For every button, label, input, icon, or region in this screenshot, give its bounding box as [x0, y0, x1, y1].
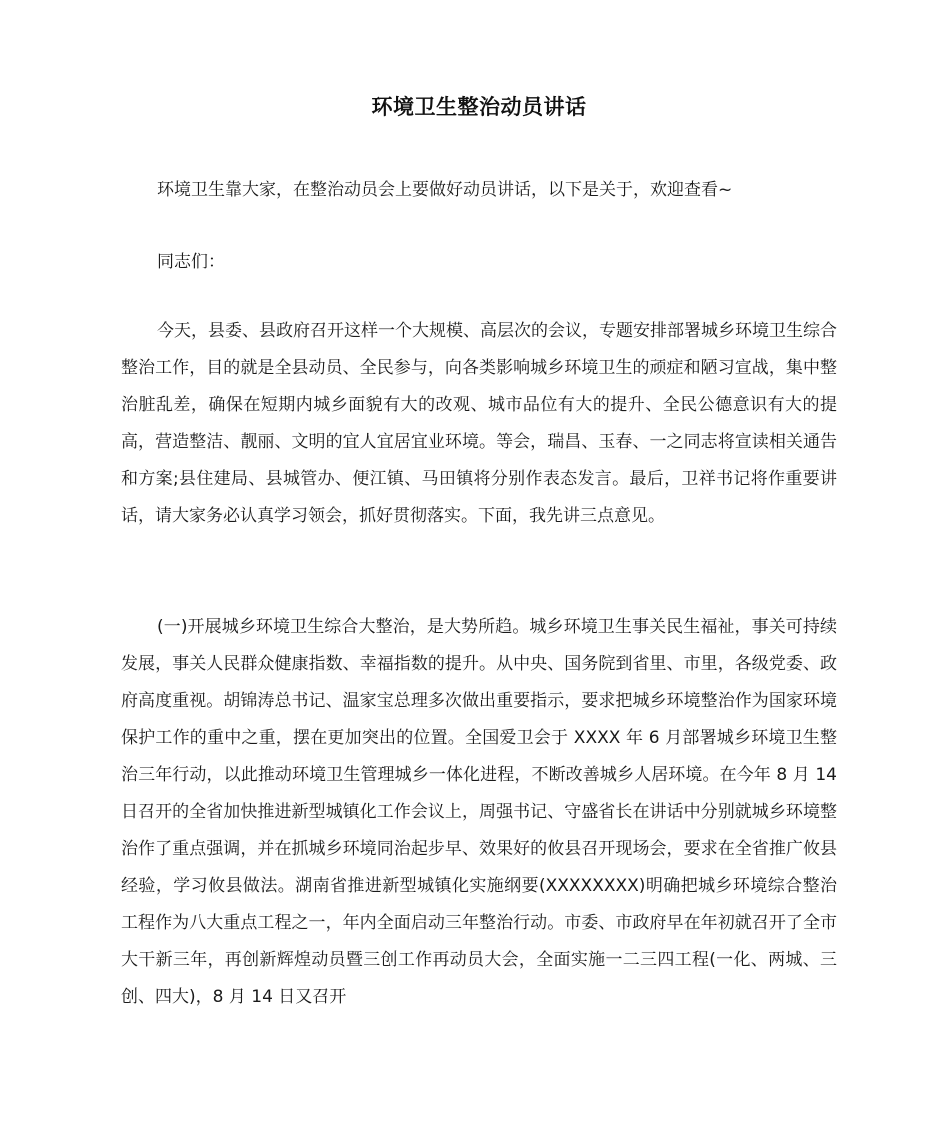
intro-paragraph: 环境卫生靠大家，在整治动员会上要做好动员讲话，以下是关于，欢迎查看~ — [157, 180, 733, 200]
body-paragraph: 今天，县委、县政府召开这样一个大规模、高层次的会议，专题安排部署城乡环境卫生综合整治工作，目的就是全县动员、全民参与，向各类影响城乡环境卫生的顽症和陋习宣战，集中整治脏乱差，确保在短期内城乡面貌有大的改观、城市品位有大的提升、全民公德意识有大的提高，营造整洁、靓丽、文明的宜人宜居宜业环境。等会，瑞昌、玉春、一之同志将宣读相关通告和方案;县住建局、县城管办、便江镇、马田镇将分别作表态发言。最后，卫祥书记将作重要讲话，请大家务必认真学习领会，抓好贯彻落实。下面，我先讲三点意见。 — [121, 321, 837, 526]
greeting-paragraph: 同志们： — [157, 252, 225, 272]
body-paragraph: (一)开展城乡环境卫生综合大整治，是大势所趋。城乡环境卫生事关民生福祉，事关可持续发展，事关人民群众健康指数、幸福指数的提升。从中央、国务院到省里、市里，各级党委、政府高度重视。胡锦涛总书记、温家宝总理多次做出重要指示，要求把城乡环境整治作为国家环境保护工作的重中之重，摆在更加突出的位置。全国爱卫会于 XXXX 年 6 月部署城乡环境卫生整治三年行动，以此推动环境卫生管理城乡一体化进程，不断改善城乡人居环境。在今年 8 月 14 日召开的全省加快推进新型城镇化工作会议上，周强书记、守盛省长在讲话中分别就城乡环境整治作了重点强调，并在抓城乡环境同治起步早、效果好的攸县召开现场会，要求在全省推广攸县经验，学习攸县做法。湖南省推进新型城镇化实施纲要(XXXXXXXX)明确把城乡环境综合整治工程作为八大重点工程之一，年内全面启动三年整治行动。市委、市政府早在年初就召开了全市大干新三年，再创新辉煌动员暨三创工作再动员大会，全面实施一二三四工程(一化、两城、三创、四大)，8 月 14 日又召开 — [121, 617, 837, 1007]
document-title: 环境卫生整治动员讲话 — [371, 95, 587, 119]
